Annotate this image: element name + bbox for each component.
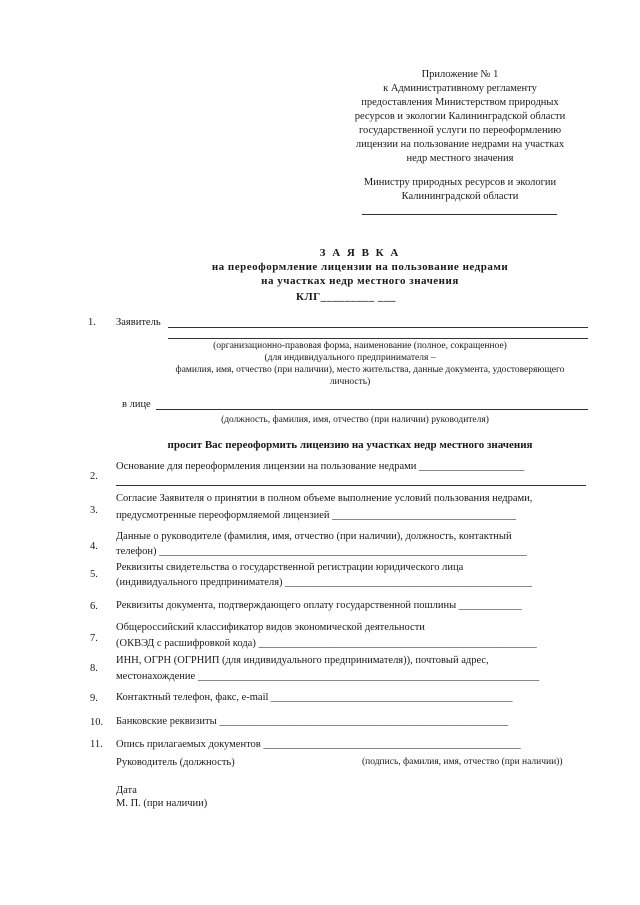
item-number: 3. — [90, 505, 98, 516]
appendix-line: к Административному регламенту — [383, 83, 537, 94]
item-line: ИНН, ОГРН (ОГРНИП (для индивидуального предпринимателя)), почтовый адрес, — [116, 655, 489, 666]
applicant-field-2[interactable] — [168, 338, 588, 339]
appendix-line: предоставления Министерством природных — [361, 97, 559, 108]
title-line: на переоформление лицензии на пользование недрами — [211, 261, 509, 273]
item-line: Данные о руководителе (фамилия, имя, отчество (при наличии), должность, контактный — [116, 531, 512, 542]
signature-head: Руководитель (должность) — [116, 757, 235, 768]
item-line: местонахождение _________________________________________________________________ — [116, 671, 540, 682]
item-number: 8. — [90, 663, 98, 674]
item-number: 6. — [90, 601, 98, 612]
item-line: Общероссийский классификатор видов экономической деятельности — [116, 622, 425, 633]
applicant-label: Заявитель — [116, 317, 161, 328]
item-line: предусмотренные переоформляемой лицензией ___________________________________ — [116, 510, 516, 521]
item-number: 11. — [90, 739, 103, 750]
item-line: (индивидуального предпринимателя) _______________________________________________ — [116, 577, 532, 588]
addressee-block — [320, 176, 600, 204]
license-code: КЛГ_________ ___ — [296, 291, 396, 303]
person-label: в лице — [122, 399, 151, 410]
stamp-label: М. П. (при наличии) — [116, 798, 208, 809]
applicant-field[interactable] — [168, 327, 588, 328]
addressee-underline — [362, 214, 557, 215]
item-number: 10. — [90, 717, 104, 728]
appendix-line: государственной услуги по переоформлению — [358, 125, 562, 136]
appendix-line: ресурсов и экологии Калининградской области — [354, 111, 566, 122]
addressee-line: Министру природных ресурсов и экологии — [363, 177, 557, 188]
item-number: 5. — [90, 569, 98, 580]
signature-hint: (подпись, фамилия, имя, отчество (при наличии)) — [362, 757, 563, 767]
item-number: 9. — [90, 693, 98, 704]
item-line: телефон) ______________________________________________________________________ — [116, 546, 527, 557]
item-number: 4. — [90, 541, 98, 552]
applicant-hint: фамилия, имя, отчество (при наличии), место жительства, данные документа, удостоверяющего — [175, 365, 565, 375]
document-title — [150, 246, 570, 288]
title-main: З А Я В К А — [319, 247, 401, 259]
item-number: 2. — [90, 471, 98, 482]
item-number: 7. — [90, 633, 98, 644]
person-field[interactable] — [156, 409, 588, 410]
item-field[interactable] — [116, 485, 586, 486]
applicant-hint: личность) — [329, 377, 371, 387]
item-line: Банковские реквизиты _______________________________________________________ — [116, 716, 509, 727]
date-label: Дата — [116, 785, 137, 796]
item-line: Опись прилагаемых документов _________________________________________________ — [116, 739, 521, 750]
title-line: на участках недр местного значения — [261, 275, 459, 287]
request-text: просит Вас переоформить лицензию на участках недр местного значения — [167, 439, 533, 451]
item-number: 1. — [88, 317, 96, 328]
applicant-hint: (для индивидуального предпринимателя – — [264, 353, 436, 363]
appendix-line: Приложение № 1 — [421, 69, 499, 80]
appendix-line: недр местного значения — [406, 153, 514, 164]
appendix-block — [320, 68, 600, 166]
item-line: (ОКВЭД с расшифровкой кода) _____________________________________________________ — [116, 638, 537, 649]
item-line: Реквизиты свидетельства о государственной регистрации юридического лица — [116, 562, 464, 573]
addressee-line: Калининградской области — [401, 191, 519, 202]
appendix-line: лицензии на пользование недрами на участках — [355, 139, 565, 150]
item-line: Реквизиты документа, подтверждающего оплату государственной пошлины ____________ — [116, 600, 522, 611]
item-line: Контактный телефон, факс, e-mail ______________________________________________ — [116, 692, 513, 703]
item-line: Основание для переоформления лицензии на пользование недрами ____________________ — [116, 461, 525, 472]
applicant-hint: (организационно-правовая форма, наименование (полное, сокращенное) — [213, 341, 507, 351]
item-line: Согласие Заявителя о принятии в полном объеме выполнение условий пользования недрами, — [116, 493, 533, 504]
person-hint: (должность, фамилия, имя, отчество (при наличии) руководителя) — [221, 415, 489, 425]
